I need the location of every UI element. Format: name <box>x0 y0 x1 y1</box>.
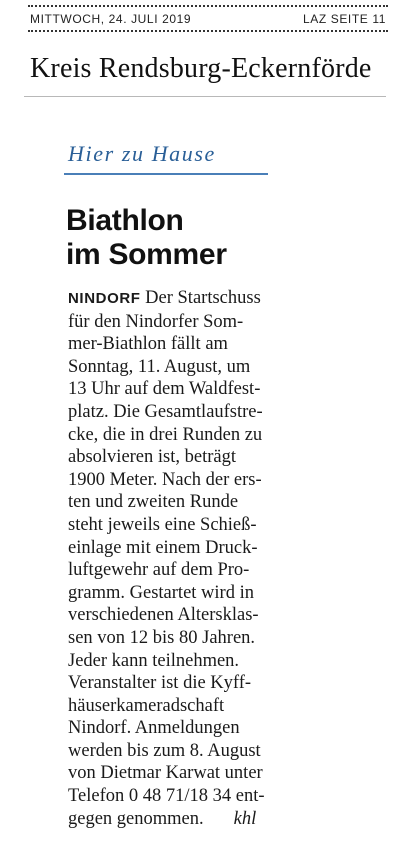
page-number: LAZ SEITE 11 <box>302 12 386 26</box>
article-line: Sonntag, 11. August, um <box>68 356 251 377</box>
headline-line: Biathlon <box>66 204 184 237</box>
author-initials: khl <box>233 808 257 829</box>
article-line: einlage mit einem Druck- <box>68 537 258 558</box>
article-last-line <box>68 808 368 831</box>
article-line: platz. Die Gesamtlaufstre- <box>68 401 263 422</box>
headline-line: im Sommer <box>66 238 227 271</box>
article-line: Jeder kann teilnehmen. <box>68 650 240 671</box>
article-line: 1900 Meter. Nach der ers- <box>68 469 262 490</box>
section-title: Kreis Rendsburg-Eckernförde <box>30 53 372 84</box>
article-line: absolvieren ist, beträgt <box>68 447 236 468</box>
issue-date: MITTWOCH, 24. JULI 2019 <box>30 12 192 26</box>
article-line: für den Nindorfer Som- <box>68 311 244 332</box>
header-dotted-rule-top <box>28 5 388 7</box>
article-line: luftgewehr auf dem Pro- <box>68 560 250 581</box>
article-first-line-text: Der Startschuss <box>145 288 261 308</box>
article-line: gramm. Gestartet wird in <box>68 582 254 603</box>
article-headline <box>66 204 306 272</box>
article-line: Nindorf. Anmeldungen <box>68 718 240 739</box>
article-line: ten und zweiten Runde <box>68 492 239 513</box>
rubric-underline <box>64 173 268 175</box>
article-line: 13 Uhr auf dem Waldfest- <box>68 379 261 400</box>
article-dateline: NINDORF <box>68 290 141 307</box>
article-body <box>68 287 368 830</box>
article-last-line-text: gegen genommen. <box>68 808 204 829</box>
header-dotted-rule-bottom <box>28 30 388 32</box>
article-line: verschiedenen Altersklas- <box>68 605 259 626</box>
article-line: Telefon 0 48 71/18 34 ent- <box>68 786 265 807</box>
article-line: Veranstalter ist die Kyff- <box>68 673 252 694</box>
article-line: cke, die in drei Runden zu <box>68 424 263 445</box>
article-line: von Dietmar Karwat unter <box>68 763 263 784</box>
article-line: werden bis zum 8. August <box>68 740 261 761</box>
article-line: sen von 12 bis 80 Jahren. <box>68 627 256 648</box>
section-divider <box>24 96 386 97</box>
rubric-label: Hier zu Hause <box>68 141 216 166</box>
article-line: steht jeweils eine Schieß- <box>68 514 257 535</box>
article-first-line <box>68 287 368 311</box>
article-line: häuserkameradschaft <box>68 695 225 716</box>
article-line: mer-Biathlon fällt am <box>68 334 228 355</box>
